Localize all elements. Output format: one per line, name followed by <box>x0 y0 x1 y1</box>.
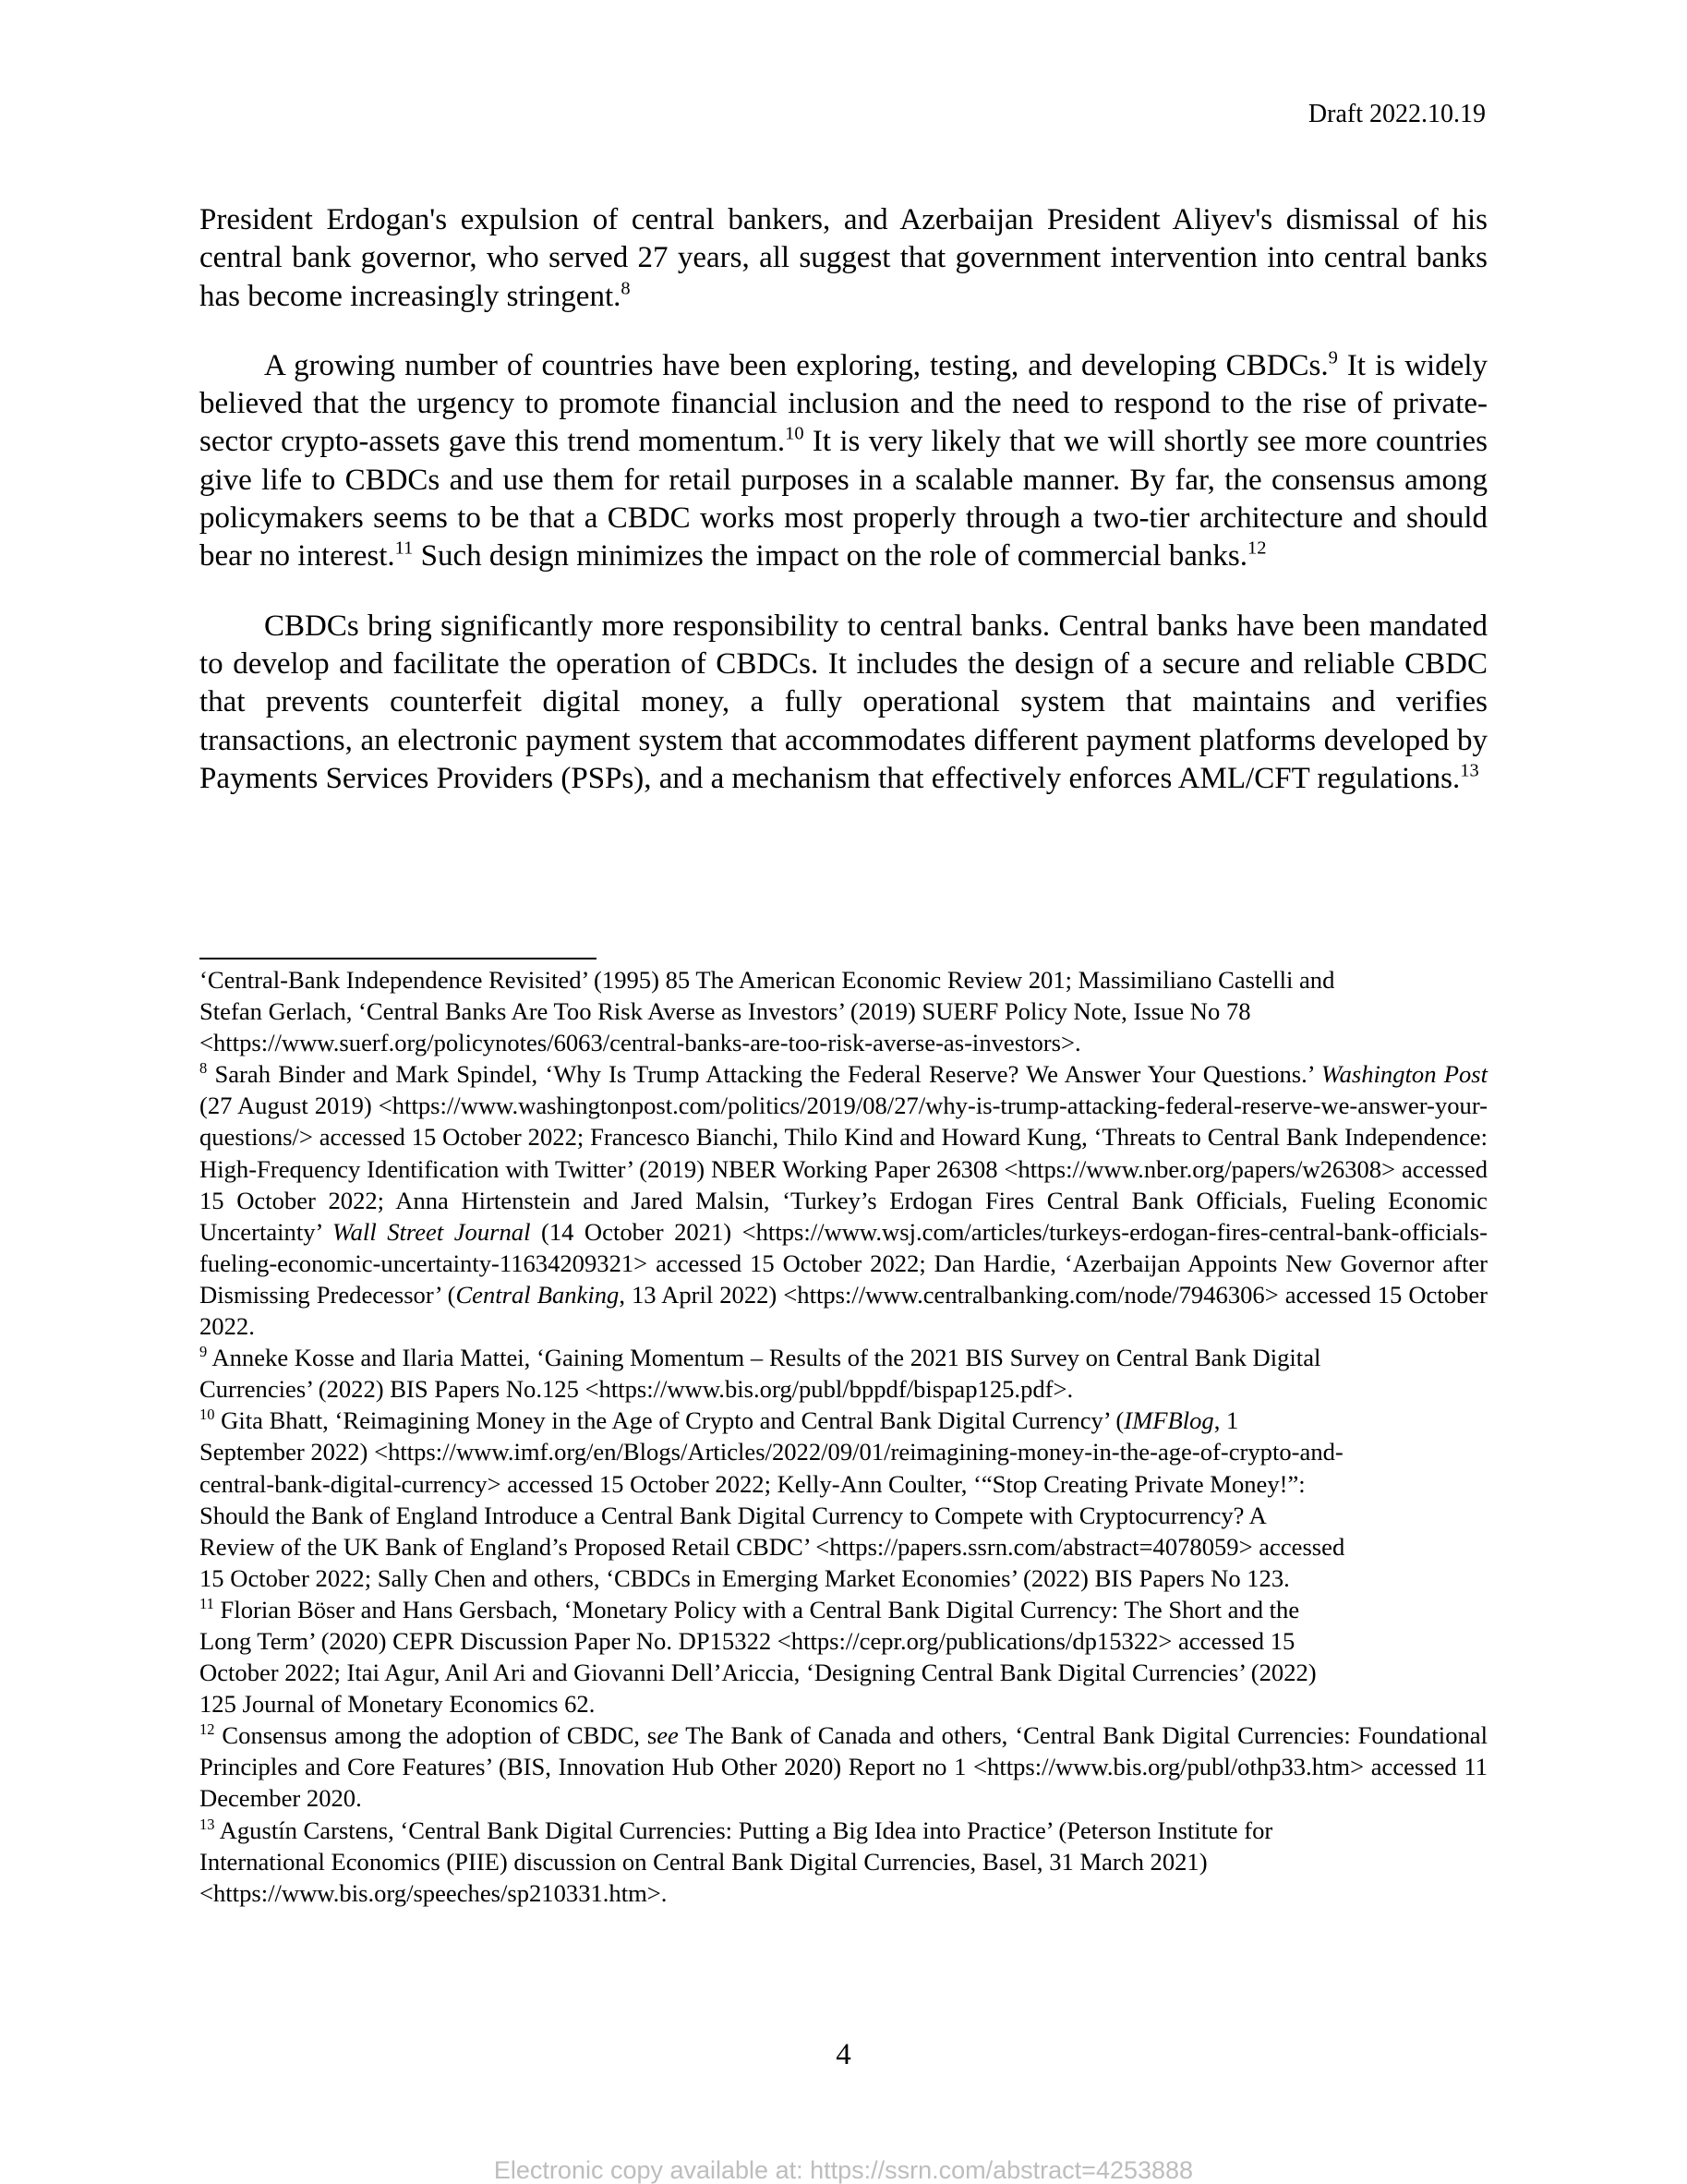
footnote-line: central-bank-digital-currency> accessed 15 October 2022; Kelly-Ann Coulter, ‘“Stop Creating Private Money!”: <box>199 1469 1306 1498</box>
footnote-text: (14 October 2021) <https://www.wsj.com/articles/turkeys-erdogan-fires-central-bank-officials-fueling-economic-uncertainty-11634209321> accessed 15 October 2022; Dan Hardie, ‘Azerbaijan Appoints New Governor after Dismissing Predecessor’ ( <box>199 1217 1488 1309</box>
footnote-text: The Bank of Canada and others, ‘Central Bank Digital Currencies: Foundational Principles and Core Features’ (BIS, Innovation Hub Other 2020) Report no 1 <https://www.bis.org/publ/othp33.htm> accessed 11 December 2020. <box>199 1721 1488 1813</box>
footnote-ref[interactable]: 8 <box>621 277 631 298</box>
footnote-line: 15 October 2022; Sally Chen and others, ‘CBDCs in Emerging Market Economies’ (2022) BIS Papers No 123. <box>199 1563 1290 1592</box>
footnote-line: September 2022) <https://www.imf.org/en/Blogs/Articles/2022/09/01/reimagining-money-in-the-age-of-crypto-and- <box>199 1438 1344 1466</box>
footnote-number: 13 <box>199 1815 215 1833</box>
footnote-text: Sarah Binder and Mark Spindel, ‘Why Is Trump Attacking the Federal Reserve? We Answer Your Questions.’ <box>207 1060 1321 1089</box>
footnote-line: International Economics (PIIE) discussion on Central Bank Digital Currencies, Basel, 31 March 2021) <box>199 1847 1208 1876</box>
footnote-8 <box>199 1058 1488 1342</box>
footnote-italic: Wall Street Journal <box>331 1217 531 1246</box>
footnote-text: , 13 April 2022) <https://www.centralbanking.com/node/7946306> accessed 15 October 2022. <box>199 1280 1488 1341</box>
footnote-ref[interactable]: 13 <box>1460 760 1479 781</box>
footnote-ref[interactable]: 9 <box>1328 347 1338 368</box>
footnote-11 <box>199 1594 1488 1719</box>
footnote-text: (27 August 2019) <https://www.washingtonpost.com/politics/2019/08/27/why-is-trump-attacking-federal-reserve-we-answer-your-questions/> accessed 15 October 2022; Francesco Bianchi, Thilo Kind and Howard Kung, ‘Threats to Central Bank Independence: High-Frequency Identification with Twitter’ (2019) NBER Working Paper 26308 <https://www.nber.org/papers/w26308> accessed 15 October 2022; Anna Hirtenstein and Jared Malsin, ‘Turkey’s Erdogan Fires Central Bank Officials, Fueling Economic Uncertainty’ <box>199 1092 1488 1246</box>
footnote-ref[interactable]: 10 <box>785 423 804 444</box>
footnote-ref[interactable]: 12 <box>1247 537 1267 559</box>
paragraph-3 <box>199 608 1488 798</box>
footnote-separator <box>199 958 596 959</box>
footnote-number: 10 <box>199 1406 215 1424</box>
footnote-line: Long Term’ (2020) CEPR Discussion Paper No. DP15322 <https://cepr.org/publications/dp15322> accessed 15 <box>199 1626 1295 1655</box>
footnote-ref[interactable]: 11 <box>394 537 414 559</box>
footnote-italic: Central Banking <box>455 1280 620 1309</box>
footnote-line: Stefan Gerlach, ‘Central Banks Are Too Risk Averse as Investors’ (2019) SUERF Policy Note, Issue No 78 <box>199 997 1251 1026</box>
footnote-italic: ee <box>657 1721 679 1750</box>
draft-date: Draft 2022.10.19 <box>1307 100 1486 128</box>
paragraph-2 <box>199 347 1488 576</box>
footnote-number: 12 <box>199 1720 215 1739</box>
body-text <box>199 201 1488 829</box>
footnote-italic: Washington Post <box>1320 1060 1488 1089</box>
footnote-number: 11 <box>199 1594 214 1612</box>
footnote-12 <box>199 1719 1488 1814</box>
paragraph-1 <box>199 201 1488 316</box>
footnote-text: Gita Bhatt, ‘Reimagining Money in the Age of Crypto and Central Bank Digital Currency’ ( <box>214 1406 1125 1435</box>
page-number: 4 <box>836 2038 851 2071</box>
footnote-10 <box>199 1405 1488 1594</box>
footnote-number: 9 <box>199 1342 208 1360</box>
footnote-line: Review of the UK Bank of England’s Proposed Retail CBDC’ <https://papers.ssrn.com/abstract=4078059> accessed <box>199 1532 1345 1561</box>
footnote-line: ‘Central-Bank Independence Revisited’ (1995) 85 The American Economic Review 201; Massimiliano Castelli and <box>199 966 1335 994</box>
paragraph-text: It is very likely that we will shortly see more countries give life to CBDCs and use them for retail purposes in a scalable manner. By far, the consensus among policymakers seems to be that a CBDC works most properly through a two-tier architecture and should bear no interest. <box>199 425 1488 573</box>
footnote-line: 125 Journal of Monetary Economics 62. <box>199 1690 596 1719</box>
footnote-line: Florian Böser and Hans Gersbach, ‘Monetary Policy with a Central Bank Digital Currency: The Short and the <box>213 1595 1300 1623</box>
footnotes <box>199 964 1488 1909</box>
footnote-line: Anneke Kosse and Ilaria Mattei, ‘Gaining Momentum – Results of the 2021 BIS Survey on Central Bank Digital <box>207 1344 1321 1372</box>
footnote-continuation <box>199 964 1488 1058</box>
footnote-line: <https://www.suerf.org/policynotes/6063/central-banks-are-too-risk-averse-as-investors>. <box>199 1029 1081 1057</box>
footnote-text: Consensus among the adoption of CBDC, s <box>214 1721 657 1750</box>
ssrn-notice[interactable]: Electronic copy available at: https://ssrn.com/abstract=4253888 <box>493 2156 1194 2184</box>
footnote-line: Agustín Carstens, ‘Central Bank Digital Currencies: Putting a Big Idea into Practice’ (Peterson Institute for <box>214 1816 1273 1844</box>
footnote-italic: IMFBlog <box>1124 1406 1214 1435</box>
paragraph-text: A growing number of countries have been exploring, testing, and developing CBDCs. <box>264 348 1329 382</box>
footnote-line: Currencies’ (2022) BIS Papers No.125 <https://www.bis.org/publ/bppdf/bispap125.pdf>. <box>199 1375 1074 1404</box>
footnote-9 <box>199 1342 1488 1405</box>
footnote-number: 8 <box>199 1059 208 1078</box>
paragraph-text: President Erdogan's expulsion of central bankers, and Azerbaijan President Aliyev's dismissal of his central bank governor, who served 27 years, all suggest that government intervention into central banks has become increasingly stringent. <box>199 203 1488 313</box>
paragraph-text: CBDCs bring significantly more responsibility to central banks. Central banks have been mandated to develop and facilitate the operation of CBDCs. It includes the design of a secure and reliable CBDC that prevents counterfeit digital money, a fully operational system that maintains and verifies transactions, an electronic payment system that accommodates different payment platforms developed by Payments Services Providers (PSPs), and a mechanism that effectively enforces AML/CFT regulations. <box>199 609 1488 795</box>
paragraph-text: Such design minimizes the impact on the role of commercial banks. <box>413 539 1247 573</box>
footnote-text: , 1 <box>1213 1406 1239 1435</box>
footnote-line: October 2022; Itai Agur, Anil Ari and Giovanni Dell’Ariccia, ‘Designing Central Bank Digital Currencies’ (2022) <box>199 1659 1317 1687</box>
footnote-13 <box>199 1815 1488 1909</box>
footnote-line: <https://www.bis.org/speeches/sp210331.htm>. <box>199 1878 668 1907</box>
paragraph-text: It is widely believed that the urgency to promote financial inclusion and the need to respond to the rise of private-sector crypto-assets gave this trend momentum. <box>199 348 1488 459</box>
footnote-line: Should the Bank of England Introduce a Central Bank Digital Currency to Compete with Cryptocurrency? A <box>199 1501 1267 1529</box>
